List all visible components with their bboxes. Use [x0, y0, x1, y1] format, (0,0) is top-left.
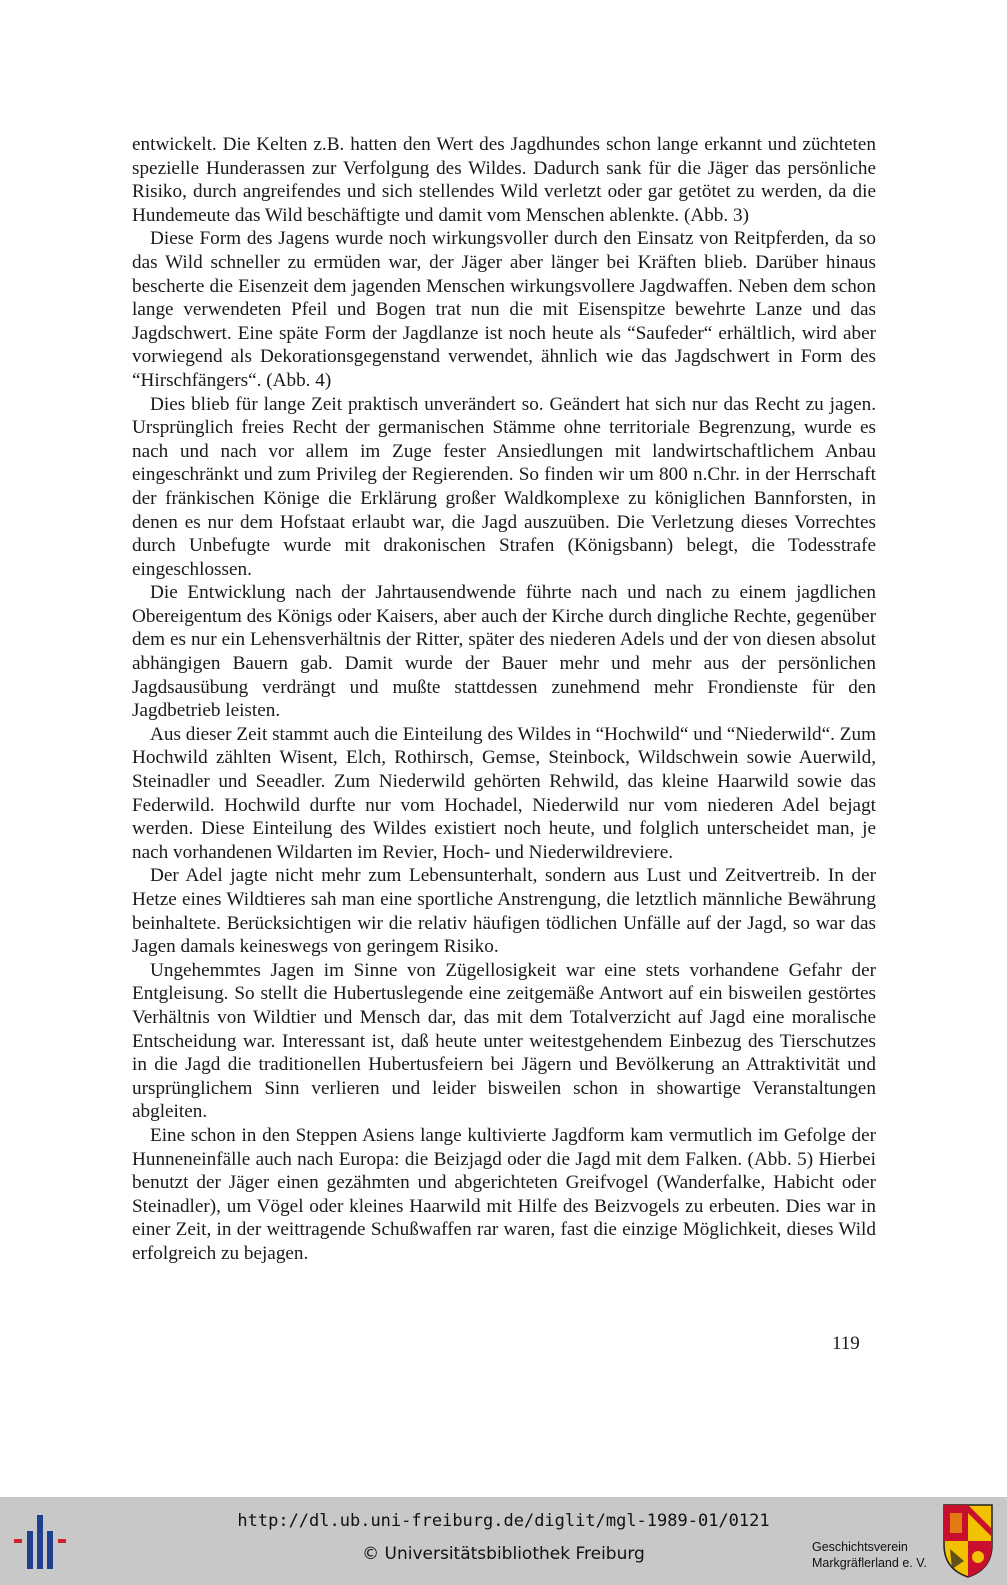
paragraph: Ungehemmtes Jagen im Sinne von Zügellosigkeit war eine stets vorhandene Gefahr der Entgleisung. So stellt die Hubertuslegende eine zeitgemäße Antwort auf ein bisweilen gestörtes Verhältnis von Wildtier und Mensch dar, das mit dem Totalverzicht auf Jagd eine moralische Entscheidung war. Interessant ist, daß heute unter weitestgehendem Einbezug des Tierschutzes in die Jagd die traditionellen Hubertusfeiern bei Jägern und Bevölkerung an Attraktivität und ursprünglichem Sinn verlieren und leider bisweilen schon in showartige Veranstaltungen abgleiten.	[132, 959, 876, 1123]
society-name-line2: Markgräflerland e. V.	[812, 1556, 927, 1570]
society-name-line1: Geschichtsverein	[812, 1540, 908, 1554]
footer-bar	[0, 1497, 1007, 1585]
paragraph: Diese Form des Jagens wurde noch wirkungsvoller durch den Einsatz von Reitpferden, da so das Wild schneller zu ermüden war, der Jäger aber länger bei Kräften blieb. Darüber hinaus bescherte die Eisenzeit dem jagenden Menschen wirkungsvollere Jagdwaffen. Neben dem schon lange verwendeten Pfeil und Bogen trat nun die mit Eisenspitze bewehrte Lanze und das Jagdschwert. Eine späte Form der Jagdlanze ist noch heute als “Saufeder“ erhältlich, wird aber vorwiegend als Dekorationsgegenstand verwendet, ähnlich wie das Jagdschwert in Form des “Hirschfängers“. (Abb. 4)	[132, 228, 876, 391]
copyright-notice: © Universitätsbibliothek Freiburg	[362, 1544, 645, 1564]
paragraph: Dies blieb für lange Zeit praktisch unverändert so. Geändert hat sich nur das Recht zu jagen. Ursprünglich freies Recht der germanischen Stämme ohne territoriale Begrenzung, wurde es nach und nach vor allem im Zuge fester Ansiedlungen mit landwirtschaftlichem Anbau eingeschränkt und zum Privileg der Regierenden. So finden wir um 800 n.Chr. in der Herrschaft der fränkischen Könige die Erklärung großer Waldkomplexe zu königlichen Bannforsten, in denen es nur dem Hofstaat erlaubt war, die Jagd auszuüben. Die Verletzung dieses Vorrechtes durch Unbefugte wurde mit drakonischen Strafen (Königsbann) belegt, die Todesstrafe eingeschlossen.	[132, 393, 876, 580]
coat-of-arms-icon	[942, 1503, 994, 1579]
paragraph: Eine schon in den Steppen Asiens lange kultivierte Jagdform kam vermutlich im Gefolge der Hunneneinfälle auch nach Europa: die Beizjagd oder die Jagd mit dem Falken. (Abb. 5) Hierbei benutzt der Jäger einen gezähmten und abgerichteten Greifvogel (Wanderfalke, Habicht oder Steinadler), um Vögel oder kleines Haarwild mit Hilfe des Beizvogels zu erbeuten. Dies war in einer Zeit, in der weittragende Schußwaffen rar waren, fast die einzige Möglichkeit, dieses Wild erfolgreich zu bejagen.	[132, 1124, 876, 1264]
paragraph: Der Adel jagte nicht mehr zum Lebensunterhalt, sondern aus Lust und Zeitvertreib. In der Hetze eines Wildtieres sah man eine sportliche Anstrengung, die letztlich männliche Bewährung beinhaltete. Berücksichtigen wir die relativ häufigen tödlichen Unfälle auf der Jagd, so war das Jagen damals keineswegs von geringem Risiko.	[132, 865, 876, 958]
page-number: 119	[832, 1333, 860, 1354]
paragraph: Die Entwicklung nach der Jahrtausendwende führte nach und nach zu einem jagdlichen Obereigentum des Königs oder Kaisers, aber auch der Kirche durch dingliche Rechte, gegenüber dem es nur ein Lehensverhältnis der Ritter, später des niederen Adels und der von diesen absolut abhängigen Bauern gab. Damit wurde der Bauer mehr und mehr aus der persönlichen Jagdsausübung verdrängt und mußte stattdessen zunehmend mehr Frondienste für den Jagdbetrieb leisten.	[132, 582, 876, 722]
society-name	[812, 1539, 942, 1571]
article-body	[132, 133, 876, 1266]
paragraph: Aus dieser Zeit stammt auch die Einteilung des Wildes in “Hochwild“ und “Niederwild“. Zum Hochwild zählten Wisent, Elch, Rothirsch, Gemse, Steinbock, Wildschwein sowie Auerwild, Steinadler und Seeadler. Zum Niederwild gehörten Rehwild, das kleine Haarwild sowie das Federwild. Hochwild durfte nur vom Hochadel, Niederwild nur vom niederen Adel bejagt werden. Diese Einteilung des Wildes existiert noch heute, und folglich unterscheidet man, je nach vorhandenen Wildarten im Revier, Hoch- und Niederwildreviere.	[132, 723, 876, 863]
paragraph: entwickelt. Die Kelten z.B. hatten den Wert des Jagdhundes schon lange erkannt und züchteten spezielle Hunderassen zur Verfolgung des Wildes. Dadurch sank für die Jäger das persönliche Risiko, durch angreifendes und sich stellendes Wild verletzt oder gar getötet zu werden, da die Hundemeute das Wild beschäftigte und damit vom Menschen ablenkte. (Abb. 3)	[132, 134, 876, 226]
permalink-url[interactable]: http://dl.ub.uni-freiburg.de/diglit/mgl-1989-01/0121	[237, 1511, 770, 1531]
